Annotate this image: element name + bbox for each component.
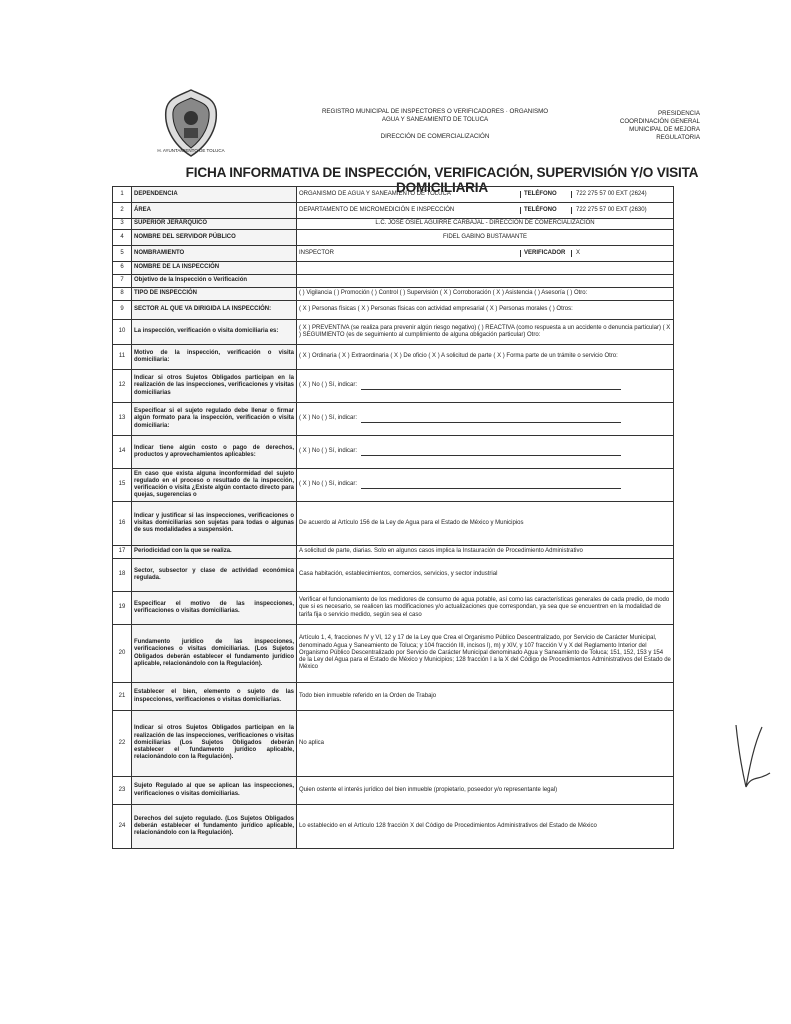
header-right — [600, 110, 700, 142]
row-label: SUPERIOR JERÁRQUICO — [132, 219, 297, 230]
form-row — [113, 683, 674, 711]
row-label: NOMBRE DE LA INSPECCIÓN — [132, 262, 297, 275]
form-row — [113, 546, 674, 559]
row-value — [297, 187, 674, 203]
row-number: 13 — [113, 403, 132, 436]
row-value — [297, 246, 674, 262]
row-value — [297, 805, 674, 849]
row-number: 23 — [113, 777, 132, 805]
form-row — [113, 262, 674, 275]
row-value-text: ( X ) PREVENTIVA (se realiza para prevenir algún riesgo negativo) ( ) REACTIVA (como respuesta a un accidente o denuncia particular) ( X ) SEGUIMIENTO (es de seguimiento al cumplimiento de alguna obligación particular) Otro: — [299, 324, 671, 338]
header-right-line-2: COORDINACIÓN GENERAL — [619, 118, 700, 125]
row-label: Sector, subsector y clase de actividad económica regulada. — [132, 559, 297, 592]
row-value — [297, 403, 674, 436]
row-value — [297, 275, 674, 288]
row-value — [297, 592, 674, 625]
row-label: Sujeto Regulado al que se aplican las inspecciones, verificaciones o visitas domiciliarias. — [132, 777, 297, 805]
row-value-text: Quien ostente el interés jurídico del bien inmueble (propietario, poseedor y/o representante legal) — [299, 786, 558, 793]
row-value-text: A solicitud de parte, diarias. Solo en algunos casos implica la Instauración de Procedimiento Administrativo — [299, 548, 583, 555]
row-number: 10 — [113, 320, 132, 345]
row-value-text: ( X ) No ( ) Sí, indicar: — [299, 382, 358, 389]
row-number: 21 — [113, 683, 132, 711]
row-label: Establecer el bien, elemento o sujeto de las inspecciones, verificaciones o visitas domiciliarias. — [132, 683, 297, 711]
row-sub-value: X — [576, 249, 581, 256]
row-value-text: ( X ) No ( ) Sí, indicar: — [299, 448, 358, 455]
form-row — [113, 469, 674, 502]
row-sub-label: TELÉFONO — [520, 207, 572, 214]
row-sub-value: 722 275 57 00 EXT (2624) — [576, 190, 647, 197]
fill-in-line — [361, 449, 621, 456]
row-label: Indicar tiene algún costo o pago de derechos, productos y aprovechamientos aplicables: — [132, 436, 297, 469]
row-label: Indicar si otros Sujetos Obligados participan en la realización de las inspecciones, verificaciones y visitas domiciliarias — [132, 370, 297, 403]
row-sub-value: 722 275 57 00 EXT (2630) — [576, 206, 647, 213]
fill-in-line — [361, 383, 621, 390]
row-number: 22 — [113, 711, 132, 777]
header-center — [290, 108, 580, 141]
fill-in-line — [361, 416, 621, 423]
form-row — [113, 275, 674, 288]
row-value — [297, 230, 674, 246]
row-number: 9 — [113, 301, 132, 320]
form-title: FICHA INFORMATIVA DE INSPECCIÓN, VERIFICACIÓN, SUPERVISIÓN Y/O VISITA DOMICILIARIA — [185, 165, 699, 195]
form-row — [113, 370, 674, 403]
row-value — [297, 711, 674, 777]
row-number: 5 — [113, 246, 132, 262]
row-number: 17 — [113, 546, 132, 559]
form-row — [113, 805, 674, 849]
form-row — [113, 246, 674, 262]
row-value-text: ( X ) No ( ) Sí, indicar: — [299, 415, 358, 422]
row-number: 12 — [113, 370, 132, 403]
row-value-text: Todo bien inmueble referido en la Orden de Trabajo — [299, 692, 437, 699]
row-label: En caso que exista alguna inconformidad del sujeto regulado en el proceso o resultado de la inspección, verificación o visita ¿Existe algún contacto directo para quejas, sugerencias o — [132, 469, 297, 502]
row-value — [297, 203, 674, 219]
row-label: Derechos del sujeto regulado. (Los Sujetos Obligados deberán establecer el fundamento jurídico aplicable, relacionándolo con la Regulación). — [132, 805, 297, 849]
row-number: 24 — [113, 805, 132, 849]
row-value-text: De acuerdo al Artículo 156 de la Ley de Agua para el Estado de México y Municipios — [299, 519, 524, 526]
row-sub-label: TELÉFONO — [520, 191, 572, 198]
row-value-text: Lo establecido en el Artículo 128 fracción X del Código de Procedimientos Administrativos del Estado de México — [299, 822, 597, 829]
form-row — [113, 625, 674, 683]
row-value — [297, 219, 674, 230]
form-row — [113, 777, 674, 805]
row-number: 18 — [113, 559, 132, 592]
form-row — [113, 301, 674, 320]
row-number: 7 — [113, 275, 132, 288]
row-value-text: ( X ) Ordinaria ( X ) Extraordinaria ( X ) De oficio ( X ) A solicitud de parte ( X ) Forma parte de un trámite o servicio Otro: — [299, 353, 618, 360]
row-value — [297, 301, 674, 320]
row-value — [297, 288, 674, 301]
row-value-text: DEPARTAMENTO DE MICROMEDICIÓN E INSPECCIÓN — [299, 206, 455, 213]
row-value — [297, 683, 674, 711]
seal-caption: H. AYUNTAMIENTO DE TOLUCA — [157, 148, 225, 153]
header-line-3: DIRECCIÓN DE COMERCIALIZACIÓN — [380, 133, 490, 140]
row-label: DEPENDENCIA — [132, 187, 297, 203]
row-value-text: INSPECTOR — [299, 249, 334, 256]
row-value — [297, 436, 674, 469]
row-label: ÁREA — [132, 203, 297, 219]
form-row — [113, 559, 674, 592]
row-label: NOMBRAMIENTO — [132, 246, 297, 262]
row-label: SECTOR AL QUE VA DIRIGIDA LA INSPECCIÓN: — [132, 301, 297, 320]
row-value-text: L.C. JOSÉ OSIEL AGUIRRE CARBAJAL - DIRECCIÓN DE COMERCIALIZACIÓN — [375, 220, 595, 227]
row-value-text: ( X ) Personas físicas ( X ) Personas físicas con actividad empresarial ( X ) Personas morales ( ) Otros: — [299, 306, 573, 313]
header-right-line-4: REGULATORIA — [656, 134, 700, 141]
row-value-text: Verificar el funcionamiento de los medidores de consumo de agua potable, así como las características generales de cada predio, de modo que si es necesario, se realicen las modificaciones y/o actualizaciones que correspondan, ya sea que se encuentren en la modalidad de tarifa fija o servicio medido, según sea el caso — [299, 597, 670, 618]
row-label: La inspección, verificación o visita domiciliaria es: — [132, 320, 297, 345]
form-row — [113, 345, 674, 370]
row-number: 16 — [113, 502, 132, 546]
row-number: 19 — [113, 592, 132, 625]
row-label: Periodicidad con la que se realiza. — [132, 546, 297, 559]
inspection-form-table — [112, 186, 674, 849]
row-value — [297, 320, 674, 345]
form-row — [113, 203, 674, 219]
form-row — [113, 592, 674, 625]
row-label: Indicar si otros Sujetos Obligados participan en la realización de las inspecciones, verificaciones o visitas domiciliarias (Los Sujetos Obligados deberán establecer el fundamento jurídico aplicable, relacionándolo con la Regulación). — [132, 711, 297, 777]
row-number: 4 — [113, 230, 132, 246]
row-label: Especificar si el sujeto regulado debe llenar o firmar algún formato para la inspección, verificación o visita domiciliaria: — [132, 403, 297, 436]
row-value — [297, 262, 674, 275]
header-line-1: REGISTRO MUNICIPAL DE INSPECTORES O VERIFICADORES · ORGANISMO — [321, 108, 549, 115]
form-row — [113, 288, 674, 301]
fill-in-line — [361, 482, 621, 489]
form-row — [113, 187, 674, 203]
row-number: 6 — [113, 262, 132, 275]
row-label: Fundamento jurídico de las inspecciones, verificaciones o visitas domiciliarias. (Los Sujetos Obligados deberán establecer el fundamento jurídico aplicable, relacionándolo con la Regulación). — [132, 625, 297, 683]
row-label: Indicar y justificar si las inspecciones, verificaciones o visitas domiciliarias son sujetas para todas o algunas de sus modalidades a suspensión. — [132, 502, 297, 546]
row-value-text: ( ) Vigilancia ( ) Promoción ( ) Control ( ) Supervisión ( X ) Corroboración ( X ) Asistencia ( ) Asesoría ( ) Otro: — [299, 290, 588, 297]
row-label: Objetivo de la Inspección o Verificación — [132, 275, 297, 288]
form-row — [113, 436, 674, 469]
row-label: Especificar el motivo de las inspecciones, verificaciones o visitas domiciliarias. — [132, 592, 297, 625]
row-label: TIPO DE INSPECCIÓN — [132, 288, 297, 301]
row-value-text: ( X ) No ( ) Sí, indicar: — [299, 481, 358, 488]
row-number: 14 — [113, 436, 132, 469]
form-row — [113, 502, 674, 546]
row-number: 1 — [113, 187, 132, 203]
form-row — [113, 403, 674, 436]
row-label: NOMBRE DEL SERVIDOR PÚBLICO — [132, 230, 297, 246]
form-row — [113, 320, 674, 345]
row-value — [297, 345, 674, 370]
header-right-line-3: MUNICIPAL DE MEJORA — [629, 126, 700, 133]
row-number: 8 — [113, 288, 132, 301]
form-row — [113, 219, 674, 230]
row-number: 3 — [113, 219, 132, 230]
row-value — [297, 370, 674, 403]
form-row — [113, 711, 674, 777]
row-value — [297, 502, 674, 546]
row-number: 15 — [113, 469, 132, 502]
row-value-text: FIDEL GABINO BUSTAMANTE — [442, 233, 527, 240]
form-row — [113, 230, 674, 246]
handwritten-signature — [728, 715, 778, 795]
row-value-text: No aplica — [299, 739, 325, 746]
row-value — [297, 625, 674, 683]
row-label: Motivo de la inspección, verificación o visita domiciliaria: — [132, 345, 297, 370]
row-value-text: Casa habitación, establecimientos, comercios, servicios, y sector industrial — [299, 571, 498, 578]
header-right-line-1: PRESIDENCIA — [658, 110, 700, 117]
row-value — [297, 469, 674, 502]
row-sub-label: VERIFICADOR — [520, 250, 572, 257]
row-number: 11 — [113, 345, 132, 370]
row-value — [297, 546, 674, 559]
row-number: 20 — [113, 625, 132, 683]
row-number: 2 — [113, 203, 132, 219]
header-line-2: AGUA Y SANEAMIENTO DE TOLUCA — [381, 116, 489, 123]
row-value-text: ORGANISMO DE AGUA Y SANEAMIENTO DE TOLUCA — [299, 190, 451, 197]
row-value — [297, 777, 674, 805]
row-value-text: Artículo 1, 4, fracciones IV y VI, 12 y 17 de la Ley que Crea el Organismo Público Descentralizado, por Servicio de Carácter Municipal, denominado Agua y Saneamiento de Toluca; y 104 fracción III, incisos l), m) y XIV, y 107 fracción V y X del Reglamento Interior del Organismo Público Descentralizado por Servicio de Carácter Municipal denominado Agua y Saneamiento de Toluca; 151, 152, 153 y 154 de la Ley del Agua para el Estado de México y Municipios; 128 fracción I a la X del Código de Procedimientos Administrativos del Estado de México — [299, 635, 671, 671]
row-value — [297, 559, 674, 592]
